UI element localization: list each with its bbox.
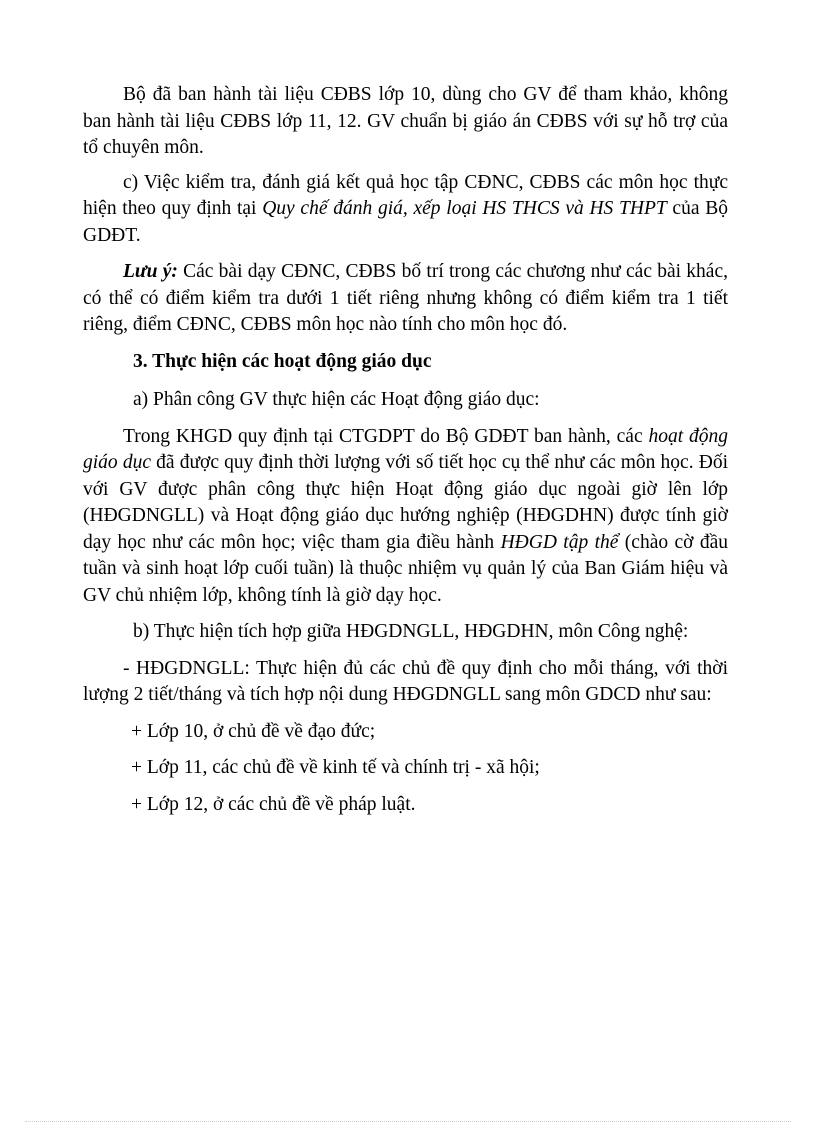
assessment-text-end: của Bộ GDĐT.	[83, 198, 728, 246]
regulation-title: Quy chế đánh giá, xếp loại HS THCS và HS THPT	[262, 198, 667, 219]
activities-text-end: (chào cờ đầu tuần và sinh hoạt lớp cuối tuần) là thuộc nhiệm vụ quản lý của Ban Giám hiệu và GV chủ nhiệm lớp, không tính là giờ dạy học.	[83, 531, 728, 606]
paragraph-hdgdngll: - HĐGDNGLL: Thực hiện đủ các chủ đề quy định cho mỗi tháng, với thời lượng 2 tiết/tháng và tích hợp nội dung HĐGDNGLL sang môn GDCD như sau:	[83, 657, 728, 705]
note-text: Các bài dạy CĐNC, CĐBS bố trí trong các chương như các bài khác, có thể có điểm kiểm tra dưới 1 tiết riêng nhưng không có điểm kiểm tra 1 tiết riêng, điểm CĐNC, CĐBS môn học nào tính cho môn học đó.	[83, 261, 728, 335]
paragraph-education-activities	[83, 424, 728, 610]
subsection-b: b) Thực hiện tích hợp giữa HĐGDNGLL, HĐGDHN, môn Công nghệ:	[133, 621, 689, 642]
section-heading-3: 3. Thực hiện các hoạt động giáo dục	[133, 350, 432, 372]
collective-activities-term: HĐGD tập thể	[500, 531, 619, 553]
paragraph-assessment	[83, 170, 728, 250]
list-item-grade-12: + Lớp 12, ở các chủ đề về pháp luật.	[131, 793, 416, 815]
page-bottom-divider	[25, 1121, 791, 1122]
list-item-grade-11: + Lớp 11, các chủ đề về kinh tế và chính trị - xã hội;	[131, 757, 540, 778]
list-item-grade-10: + Lớp 10, ở chủ đề về đạo đức;	[131, 720, 376, 742]
subsection-a: a) Phân công GV thực hiện các Hoạt động giáo dục:	[133, 389, 540, 410]
activities-italic-term: hoạt động giáo dục	[83, 425, 728, 473]
assessment-text-start: c) Việc kiểm tra, đánh giá kết quả học tập CĐNC, CĐBS các môn học thực hiện theo quy định tại	[83, 171, 728, 219]
note-label: Lưu ý:	[123, 261, 178, 282]
document-page	[83, 82, 728, 828]
activities-text-mid: đã được quy định thời lượng với số tiết học cụ thể như các môn học. Đối với GV được phân công thực hiện Hoạt động giáo dục ngoài giờ lên lớp (HĐGDNGLL) và Hoạt động giáo dục hướng nghiệp (HĐGDHN) được tính giờ dạy học như các môn học; việc tham gia điều hành	[83, 452, 728, 553]
paragraph-cdbs-materials: Bộ đã ban hành tài liệu CĐBS lớp 10, dùng cho GV để tham khảo, không ban hành tài liệu CĐBS lớp 11, 12. GV chuẩn bị giáo án CĐBS với sự hỗ trợ của tổ chuyên môn.	[83, 84, 728, 158]
activities-text-start: Trong KHGD quy định tại CTGDPT do Bộ GDĐT ban hành, các	[123, 425, 649, 447]
paragraph-note	[83, 259, 728, 339]
